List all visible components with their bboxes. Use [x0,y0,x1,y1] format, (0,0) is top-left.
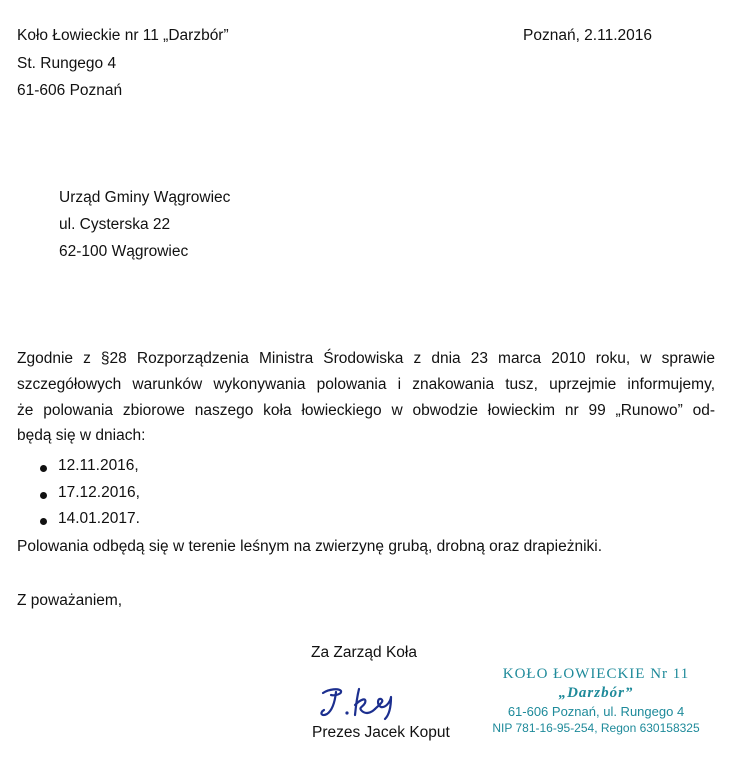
closing-sentence: Polowania odbędą się w terenie leśnym na zwierzynę grubą, drobną oraz drapieżniki. [17,538,603,555]
recipient-name: Urząd Gminy Wągrowiec [59,189,231,206]
body-line-3: że polowania zbiorowe naszego koła łowieckiego w obwodzie łowieckim nr 99 „Runowo” od- [17,402,715,419]
sender-name: Koło Łowieckie nr 11 „Darzbór” [17,27,229,44]
stamp-line-4: NIP 781-16-95-254, Regon 630158325 [492,721,700,735]
signer-name: Prezes Jacek Koput [312,724,450,741]
stamp-line-1: KOŁO ŁOWIECKIE Nr 11 [502,666,690,682]
body-line-1: Zgodnie z §28 Rozporządzenia Ministra Środowiska z dnia 23 marca 2010 roku, w sprawie [17,350,715,367]
date-item-text: 12.11.2016, [58,457,139,474]
date-item-text: 17.12.2016, [58,484,140,501]
bullet-icon [40,518,47,525]
body-line-2: szczegółowych warunków wykonywania polowania i znakowania tusz, uprzejmie informujemy, [17,376,715,393]
recipient-city: 62-100 Wągrowiec [59,243,189,260]
organization-stamp [490,666,702,735]
handwritten-signature [315,683,399,723]
salutation: Z poważaniem, [17,592,123,609]
stamp-line-3: 61-606 Poznań, ul. Rungego 4 [507,704,685,719]
bullet-icon [40,465,47,472]
stamp-line-2: „Darzbór” [558,685,634,701]
recipient-street: ul. Cysterska 22 [59,216,171,233]
body-line-4: będą się w dniach: [17,427,146,444]
board-signoff: Za Zarząd Koła [311,644,417,661]
sender-street: St. Rungego 4 [17,55,117,72]
sender-city: 61-606 Poznań [17,82,123,99]
date-item-text: 14.01.2017. [58,510,140,527]
bullet-icon [40,492,47,499]
place-date: Poznań, 2.11.2016 [523,27,652,44]
